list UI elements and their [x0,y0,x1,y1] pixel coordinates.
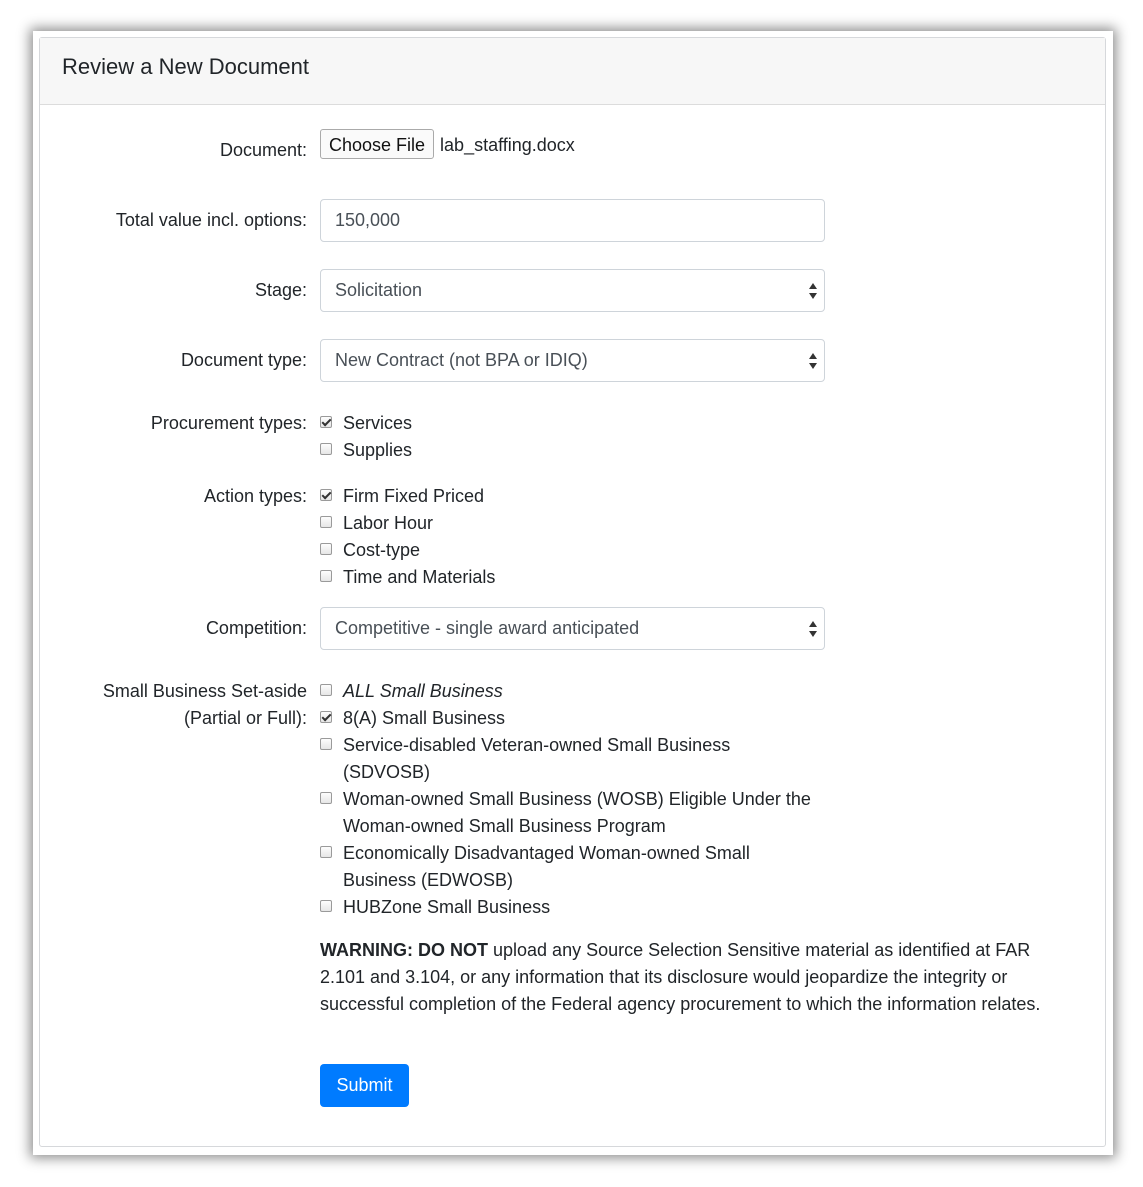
page-title: Review a New Document [62,54,309,79]
checkbox-label: Firm Fixed Priced [343,486,485,506]
total-value-label: Total value incl. options: [115,210,307,230]
checkbox-label: HUBZone Small Business [343,897,551,917]
competition-select[interactable] [320,607,825,650]
all-small-business-checkbox[interactable] [320,684,332,696]
8a-small-business-checkbox[interactable] [320,711,332,723]
select-arrows-icon [808,618,818,640]
small-business-label-line1: Small Business Set-aside [102,681,307,701]
review-document-card [39,37,1106,1147]
checkbox-label: Time and Materials [343,567,496,587]
document-type-selected-value: New Contract (not BPA or IDIQ) [335,350,588,370]
hubzone-checkbox[interactable] [320,900,332,912]
edwosb-checkbox[interactable] [320,846,332,858]
stage-selected-value: Solicitation [335,280,423,300]
checkbox-label: Woman-owned Small Business (WOSB) Eligible Under the Woman-owned Small Business Program [343,789,811,836]
warning-body: upload any Source Selection Sensitive material as identified at FAR 2.101 and 3.104, or any information that its disclosure would jeopardize the integrity or successful completion of the Federal agency procurement to which the information relates. [320,940,1041,1014]
document-type-select[interactable] [320,339,825,382]
file-picker [320,129,575,159]
warning-bold: WARNING: DO NOT [320,940,488,960]
sdvosb-checkbox[interactable] [320,738,332,750]
checkbox-label: Supplies [343,440,413,460]
competition-selected-value: Competitive - single award anticipated [335,618,640,638]
checkbox-label: Economically Disadvantaged Woman-owned Small Business (EDWOSB) [343,843,750,890]
cost-type-checkbox[interactable] [320,543,332,555]
total-value-input[interactable] [320,199,825,242]
file-name: lab_staffing.docx [440,135,575,155]
services-checkbox[interactable] [320,416,332,428]
labor-hour-checkbox[interactable] [320,516,332,528]
checkbox-label: 8(A) Small Business [343,708,506,728]
competition-label: Competition: [205,618,307,638]
total-value-text: 150,000 [335,210,401,230]
choose-file-button[interactable]: Choose File [320,129,434,159]
warning-text [320,937,1080,1018]
submit-button[interactable]: Submit [320,1064,409,1107]
wosb-checkbox[interactable] [320,792,332,804]
small-business-label-line2: (Partial or Full): [183,708,307,728]
stage-select[interactable] [320,269,825,312]
checkbox-label: Labor Hour [343,513,434,533]
card-header [40,38,1105,105]
select-arrows-icon [808,350,818,372]
supplies-checkbox[interactable] [320,443,332,455]
checkbox-label: Service-disabled Veteran-owned Small Business (SDVOSB) [343,735,731,782]
checkbox-label: Services [343,413,413,433]
action-types-label: Action types: [203,486,307,506]
select-arrows-icon [808,280,818,302]
stage-label: Stage: [254,280,307,300]
procurement-types-label: Procurement types: [150,413,307,433]
checkbox-label: ALL Small Business [343,681,503,701]
firm-fixed-priced-checkbox[interactable] [320,489,332,501]
document-label: Document: [219,140,307,160]
time-and-materials-checkbox[interactable] [320,570,332,582]
checkbox-label: Cost-type [343,540,421,560]
document-type-label: Document type: [180,350,307,370]
